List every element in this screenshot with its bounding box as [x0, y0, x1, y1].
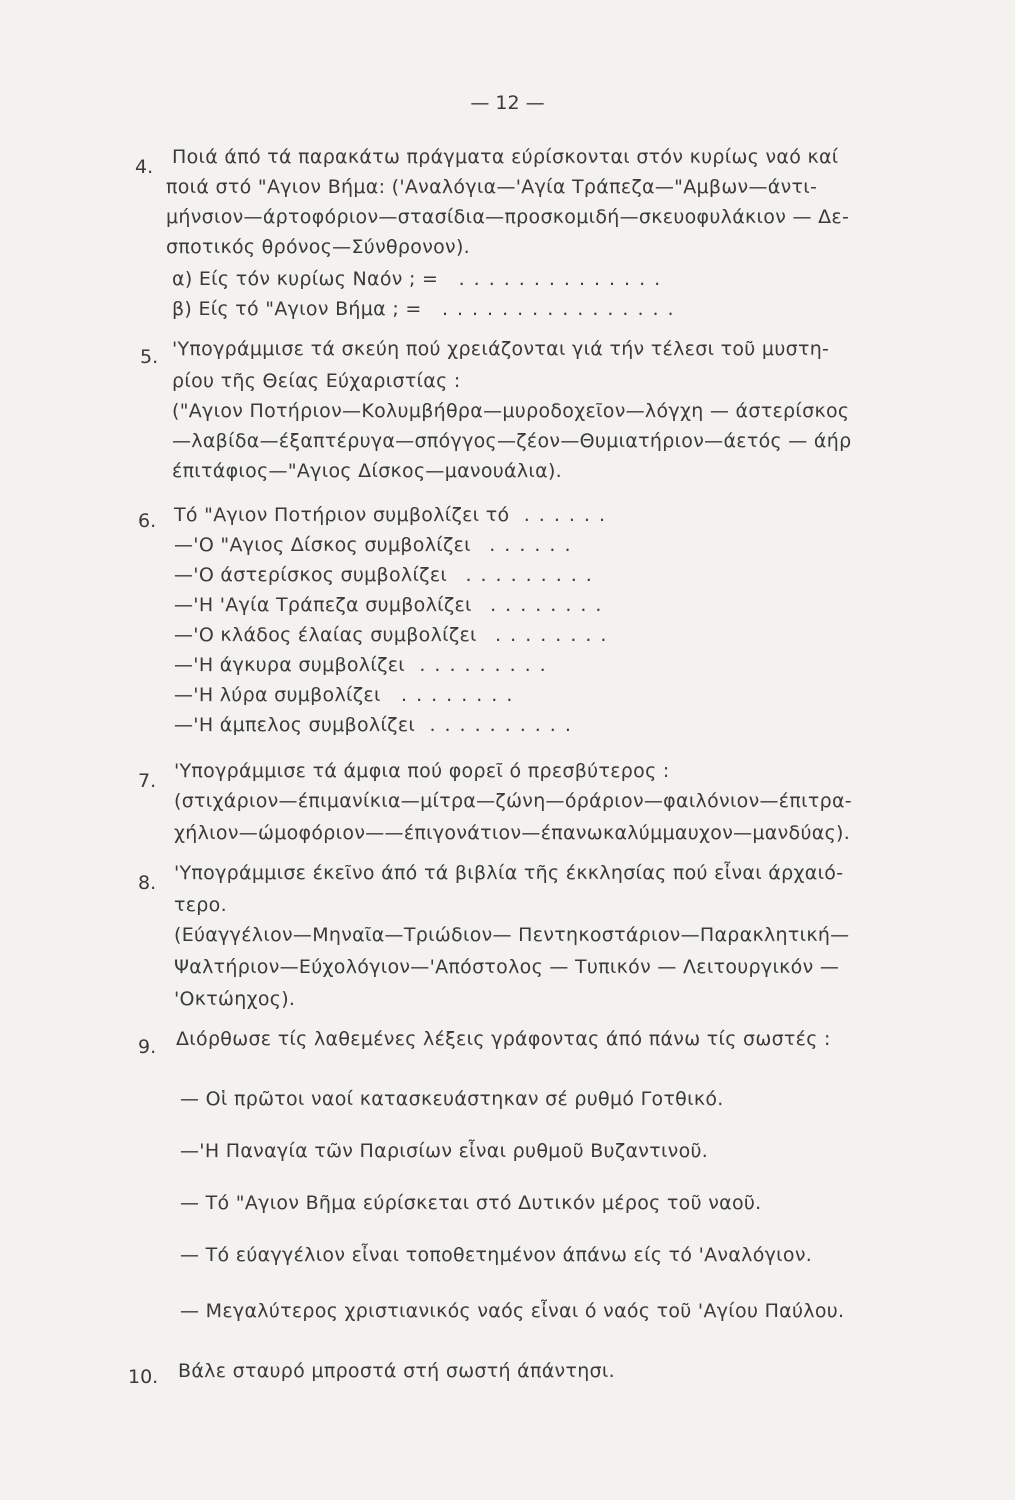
- symbol-prompt: —'Η άγκυρα συμβολίζει: [174, 654, 406, 676]
- answer-a-label: α) Είς τόν κυρίως Ναόν ; =: [172, 268, 439, 290]
- symbol-prompt: Τό "Αγιον Ποτήριον συμβολίζει τό: [174, 504, 510, 526]
- question-6-line: [174, 534, 580, 556]
- question-6-line: [174, 564, 601, 586]
- question-6-number: 6.: [138, 510, 157, 532]
- symbol-prompt: —'Ο κλάδος έλαίας συμβολίζει: [174, 624, 477, 646]
- answer-dots: .........: [419, 654, 555, 676]
- question-7-line: χήλιον—ώμοφόριον——έπιγονάτιον—έπανωκαλύμμαυχον—μανδύας).: [174, 822, 851, 844]
- question-6-line: [174, 504, 614, 526]
- answer-b-label: β) Είς τό "Αγιον Βήμα ; =: [172, 298, 422, 320]
- question-7-number: 7.: [138, 770, 157, 792]
- answer-dots: ........: [401, 684, 522, 706]
- answer-dots: ........: [495, 624, 616, 646]
- answer-b-dots: ................: [441, 298, 683, 320]
- question-7-line: (στιχάριον—έπιμανίκια—μίτρα—ζώνη—όράριον—φαιλόνιον—έπιτρα-: [174, 790, 852, 812]
- question-4-answer-a: [172, 268, 669, 290]
- question-5-line: ρίου τῆς Θείας Εύχαριστίας :: [172, 370, 461, 392]
- answer-a-dots: ..............: [458, 268, 670, 290]
- question-6-line: [174, 654, 555, 676]
- answer-dots: ........: [490, 594, 611, 616]
- question-8-line: τερο.: [174, 894, 227, 916]
- question-8-number: 8.: [138, 872, 157, 894]
- question-9-item: — Μεγαλύτερος χριστιανικός ναός εἶναι ό ναός τοῦ 'Αγίου Παύλου.: [180, 1300, 845, 1322]
- question-8-line: 'Οκτώηχος).: [174, 988, 296, 1010]
- question-8-line: (Εύαγγέλιον—Μηναῖα—Τριώδιον— Πεντηκοστάριον—Παρακλητική—: [174, 924, 850, 946]
- question-9-number: 9.: [138, 1036, 157, 1058]
- symbol-prompt: —'Ο "Αγιος Δίσκος συμβολίζει: [174, 534, 471, 556]
- symbol-prompt: —'Η λύρα συμβολίζει: [174, 684, 381, 706]
- question-9-item: — Τό "Αγιον Βῆμα εύρίσκεται στό Δυτικόν μέρος τοῦ ναοῦ.: [180, 1192, 762, 1214]
- symbol-prompt: —'Η άμπελος συμβολίζει: [174, 714, 416, 736]
- question-7-line: 'Υπογράμμισε τά άμφια πού φορεῖ ό πρεσβύτερος :: [174, 760, 670, 782]
- question-9-item: —'Η Παναγία τῶν Παρισίων εἶναι ρυθμοῦ Βυζαντινοῦ.: [180, 1140, 709, 1162]
- question-5-line: 'Υπογράμμισε τά σκεύη πού χρειάζονται γιά τήν τέλεσι τοῦ μυστη-: [172, 338, 830, 360]
- question-6-line: [174, 624, 615, 646]
- page-number: — 12 —: [470, 92, 545, 114]
- question-8-line: 'Υπογράμμισε έκεῖνο άπό τά βιβλία τῆς έκκλησίας πού εἶναι άρχαιό-: [174, 862, 844, 884]
- question-6-line: [174, 594, 610, 616]
- question-10-text: Βάλε σταυρό μπροστά στή σωστή άπάντησι.: [178, 1360, 615, 1382]
- question-4-number: 4.: [135, 156, 154, 178]
- question-5-line: —λαβίδα—έξαπτέρυγα—σπόγγος—ζέον—Θυμιατήριον—άετός — άήρ: [172, 430, 852, 452]
- answer-dots: ......: [523, 504, 614, 526]
- question-6-line: [174, 714, 580, 736]
- question-9-intro: Διόρθωσε τίς λαθεμένες λέξεις γράφοντας άπό πάνω τίς σωστές :: [176, 1028, 831, 1050]
- question-9-item: — Τό εύαγγέλιον εἶναι τοποθετημένον άπάνω είς τό 'Αναλόγιον.: [180, 1244, 813, 1266]
- question-5-line: έπιτάφιος—"Αγιος Δίσκος—μανουάλια).: [172, 460, 563, 482]
- question-4-line: σποτικός θρόνος—Σύνθρονον).: [166, 236, 471, 258]
- question-6-line: [174, 684, 521, 706]
- question-4-line: ποιά στό "Αγιον Βήμα: ('Αναλόγια—'Αγία Τράπεζα—"Αμβων—άντι-: [166, 176, 818, 198]
- question-9-item: — Οἱ πρῶτοι ναοί κατασκευάστηκαν σέ ρυθμό Γοτθικό.: [180, 1088, 724, 1110]
- question-4-line: μήνσιον—άρτοφόριον—στασίδια—προσκομιδή—σκευοφυλάκιον — Δε-: [166, 206, 850, 228]
- question-5-number: 5.: [140, 346, 159, 368]
- symbol-prompt: —'Η 'Αγία Τράπεζα συμβολίζει: [174, 594, 472, 616]
- symbol-prompt: —'Ο άστερίσκος συμβολίζει: [174, 564, 448, 586]
- question-4-answer-b: [172, 298, 683, 320]
- answer-dots: ..........: [429, 714, 580, 736]
- question-10-number: 10.: [128, 1366, 159, 1388]
- answer-dots: ......: [489, 534, 580, 556]
- answer-dots: .........: [465, 564, 601, 586]
- question-5-line: ("Αγιον Ποτήριον—Κολυμβήθρα—μυροδοχεῖον—λόγχη — άστερίσκος: [172, 400, 850, 422]
- question-4-line: Ποιά άπό τά παρακάτω πράγματα εύρίσκονται στόν κυρίως ναό καί: [172, 146, 839, 168]
- question-8-line: Ψαλτήριον—Εύχολόγιον—'Απόστολος — Τυπικόν — Λειτουργικόν —: [174, 956, 840, 978]
